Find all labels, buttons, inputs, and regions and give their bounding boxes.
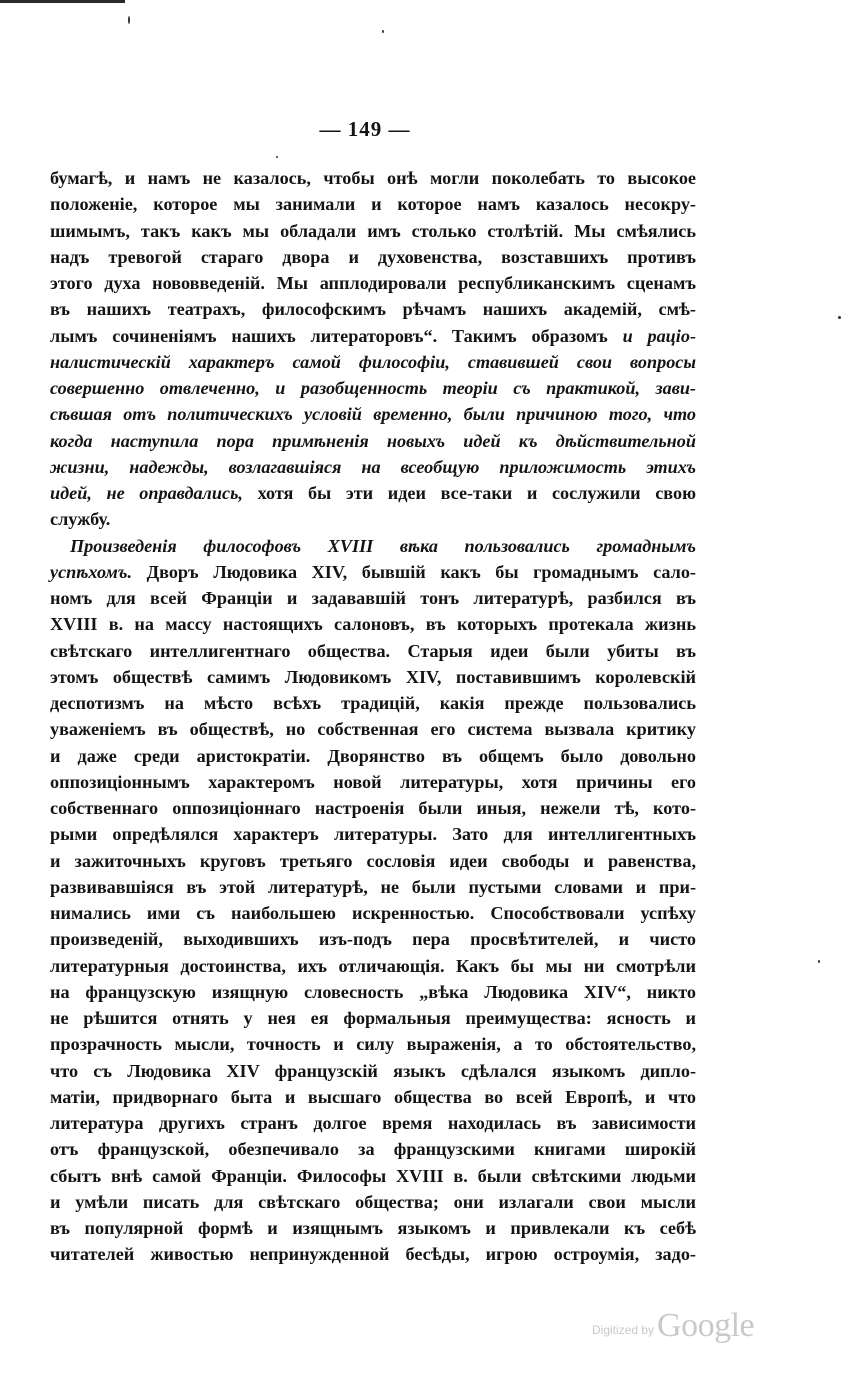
text-line — [50, 401, 696, 427]
text-run: XVIII в. на массу настоящихъ салоновъ, въ которыхъ протекала жизнь — [50, 614, 696, 635]
text-run: уваженiемъ въ обществѣ, но собственная его система вызвала критику — [50, 719, 696, 740]
text-run: Дворъ Людовика XIV, бывшiй какъ бы громаднымъ сало- — [132, 561, 696, 582]
text-line — [50, 874, 696, 900]
text-line — [50, 349, 696, 375]
text-line — [50, 1084, 696, 1110]
text-run: сбытъ внѣ самой Францiи. Философы XVIII в. были свѣтскими людьми — [50, 1165, 696, 1186]
text-line — [50, 848, 696, 874]
digitized-by-google-watermark — [592, 1296, 754, 1346]
text-line — [50, 244, 696, 270]
text-line — [50, 979, 696, 1005]
text-line — [50, 585, 696, 611]
text-line — [50, 611, 696, 637]
text-run: въ популярной формѣ и изящнымъ языкомъ и привлекали къ себѣ — [50, 1218, 696, 1238]
text-run: читателей живостью непринужденной бесѣды, игрою остроумiя, задо- — [50, 1244, 696, 1265]
text-run: службу. — [50, 509, 111, 530]
italic-text-run: успѣхомъ. — [50, 561, 133, 582]
text-line — [50, 953, 696, 979]
body-text — [50, 165, 696, 1268]
text-line — [50, 795, 696, 821]
top-edge-rule — [0, 0, 125, 3]
google-logo: Google — [657, 1307, 755, 1344]
text-line — [50, 1215, 696, 1241]
text-run: шимымъ, такъ какъ мы обладали имъ столько столѣтiй. Мы смѣялись — [50, 220, 696, 241]
text-run: хотя бы эти идеи все-таки и сослужили свою — [242, 483, 697, 503]
text-line — [50, 454, 696, 480]
text-run: лымъ сочиненiямъ нашихъ литераторовъ“. Такимъ образомъ — [50, 325, 623, 346]
text-run: литература другихъ странъ долгое время находилась въ зависимости — [50, 1113, 696, 1133]
text-run: и зажиточныхъ круговъ третьяго сословiя идеи свободы и равенства, — [50, 850, 696, 871]
italic-text-run: налистическiй характеръ самой философiи, ставившей свои вопросы — [50, 351, 696, 372]
text-run: положенiе, которое мы занимали и которое намъ казалось несокру- — [50, 194, 696, 215]
text-line — [50, 1241, 696, 1267]
italic-text-run: жизни, надежды, возлагавшiяся на всеобщую приложимость этихъ — [50, 456, 696, 477]
text-run: въ нашихъ театрахъ, философскимъ рѣчамъ нашихъ академiй, смѣ- — [50, 299, 696, 320]
text-run: прозрачность мысли, точность и силу выраженiя, а то обстоятельство, — [50, 1034, 696, 1055]
text-run: надъ тревогой стараго двора и духовенства, возставшихъ противъ — [50, 246, 696, 267]
digitized-by-label: Digitized by — [592, 1323, 655, 1337]
text-line — [50, 323, 696, 349]
scan-speck — [276, 156, 278, 158]
text-line — [50, 690, 696, 716]
scan-speck — [128, 16, 130, 24]
text-run: литературныя достоинства, ихъ отличающiя. Какъ бы мы ни смотрѣли — [50, 955, 696, 976]
text-run: свѣтскаго интеллигентнаго общества. Старыя идеи были убиты въ — [50, 640, 696, 661]
text-run: произведенiй, выходившихъ изъ-подъ пера просвѣтителей, и чисто — [50, 929, 696, 950]
text-run: этомъ обществѣ самимъ Людовикомъ XIV, поставившимъ королевскiй — [50, 666, 696, 687]
text-line — [50, 270, 696, 296]
text-line — [50, 769, 696, 795]
text-run: отъ французской, обезпечивало за французскими книгами широкiй — [50, 1139, 696, 1160]
text-line — [50, 716, 696, 742]
text-line — [50, 664, 696, 690]
text-line — [50, 638, 696, 664]
italic-text-run: сѣвшая отъ политическихъ условiй временно, были причиною того, что — [50, 404, 696, 425]
text-line — [50, 1031, 696, 1057]
text-run: оппозицiоннымъ характеромъ новой литературы, хотя причины его — [50, 771, 696, 792]
text-run: и умѣли писать для свѣтскаго общества; они излагали свои мысли — [50, 1191, 696, 1212]
text-run: не рѣшится отнять у нея ея формальныя преимущества: ясность и — [50, 1008, 696, 1028]
italic-text-run: совершенно отвлеченно, и разобщенность теорiи съ практикой, зави- — [50, 378, 696, 398]
text-run: матiи, придворнаго быта и высшаго общества во всей Европѣ, и что — [50, 1086, 696, 1107]
text-line — [50, 926, 696, 952]
text-line — [50, 375, 696, 401]
italic-text-run: когда наступила пора примѣненiя новыхъ идей къ дѣйствительной — [50, 430, 696, 451]
italic-text-run: и рацiо- — [622, 325, 696, 346]
text-line — [50, 218, 696, 244]
text-run: собственнаго оппозицiоннаго настроенiя были иныя, нежели тѣ, кото- — [50, 798, 696, 818]
text-line — [50, 821, 696, 847]
text-run: нимались ими съ наибольшею искренностью. Способствовали успѣху — [50, 903, 696, 923]
text-line — [50, 1136, 696, 1162]
scan-speck — [838, 316, 841, 319]
page-number: — 149 — — [319, 117, 411, 141]
scan-speck — [818, 960, 820, 963]
text-line — [50, 1189, 696, 1215]
text-line — [50, 1005, 696, 1031]
text-line — [50, 428, 696, 454]
text-line — [50, 480, 696, 506]
scan-speck — [382, 30, 384, 33]
text-run: рыми опредѣлялся характеръ литературы. Зато для интеллигентныхъ — [50, 824, 696, 845]
text-line — [50, 743, 696, 769]
text-line — [50, 1163, 696, 1189]
text-run: этого духа нововведенiй. Мы апплодировали республиканскимъ сценамъ — [50, 273, 696, 293]
text-run: развивавшiяся въ этой литературѣ, не были пустыми словами и при- — [50, 876, 696, 897]
italic-text-run: идей, не оправдались, — [50, 483, 243, 503]
italic-text-run: Произведенiя философовъ XVIII вѣка пользовались громаднымъ — [70, 535, 696, 556]
text-run: что съ Людовика XIV французскiй языкъ сдѣлался языкомъ дипло- — [50, 1060, 696, 1081]
text-run: деспотизмъ на мѣсто всѣхъ традицiй, какiя прежде пользовались — [50, 693, 696, 713]
text-line — [50, 559, 696, 585]
text-line — [50, 1110, 696, 1136]
text-line — [50, 191, 696, 217]
text-line — [50, 296, 696, 322]
text-run: на французскую изящную словесность „вѣка Людовика XIV“, никто — [50, 981, 696, 1002]
text-line — [50, 533, 696, 559]
text-run: бумагѣ, и намъ не казалось, чтобы онѣ могли поколебать то высокое — [50, 168, 696, 188]
text-line — [50, 165, 696, 191]
text-line — [50, 1058, 696, 1084]
text-run: номъ для всей Францiи и задававшiй тонъ литературѣ, разбился въ — [50, 588, 696, 608]
text-run: и даже среди аристократiи. Дворянство въ общемъ было довольно — [50, 745, 696, 766]
text-line — [50, 900, 696, 926]
text-line — [50, 506, 696, 532]
